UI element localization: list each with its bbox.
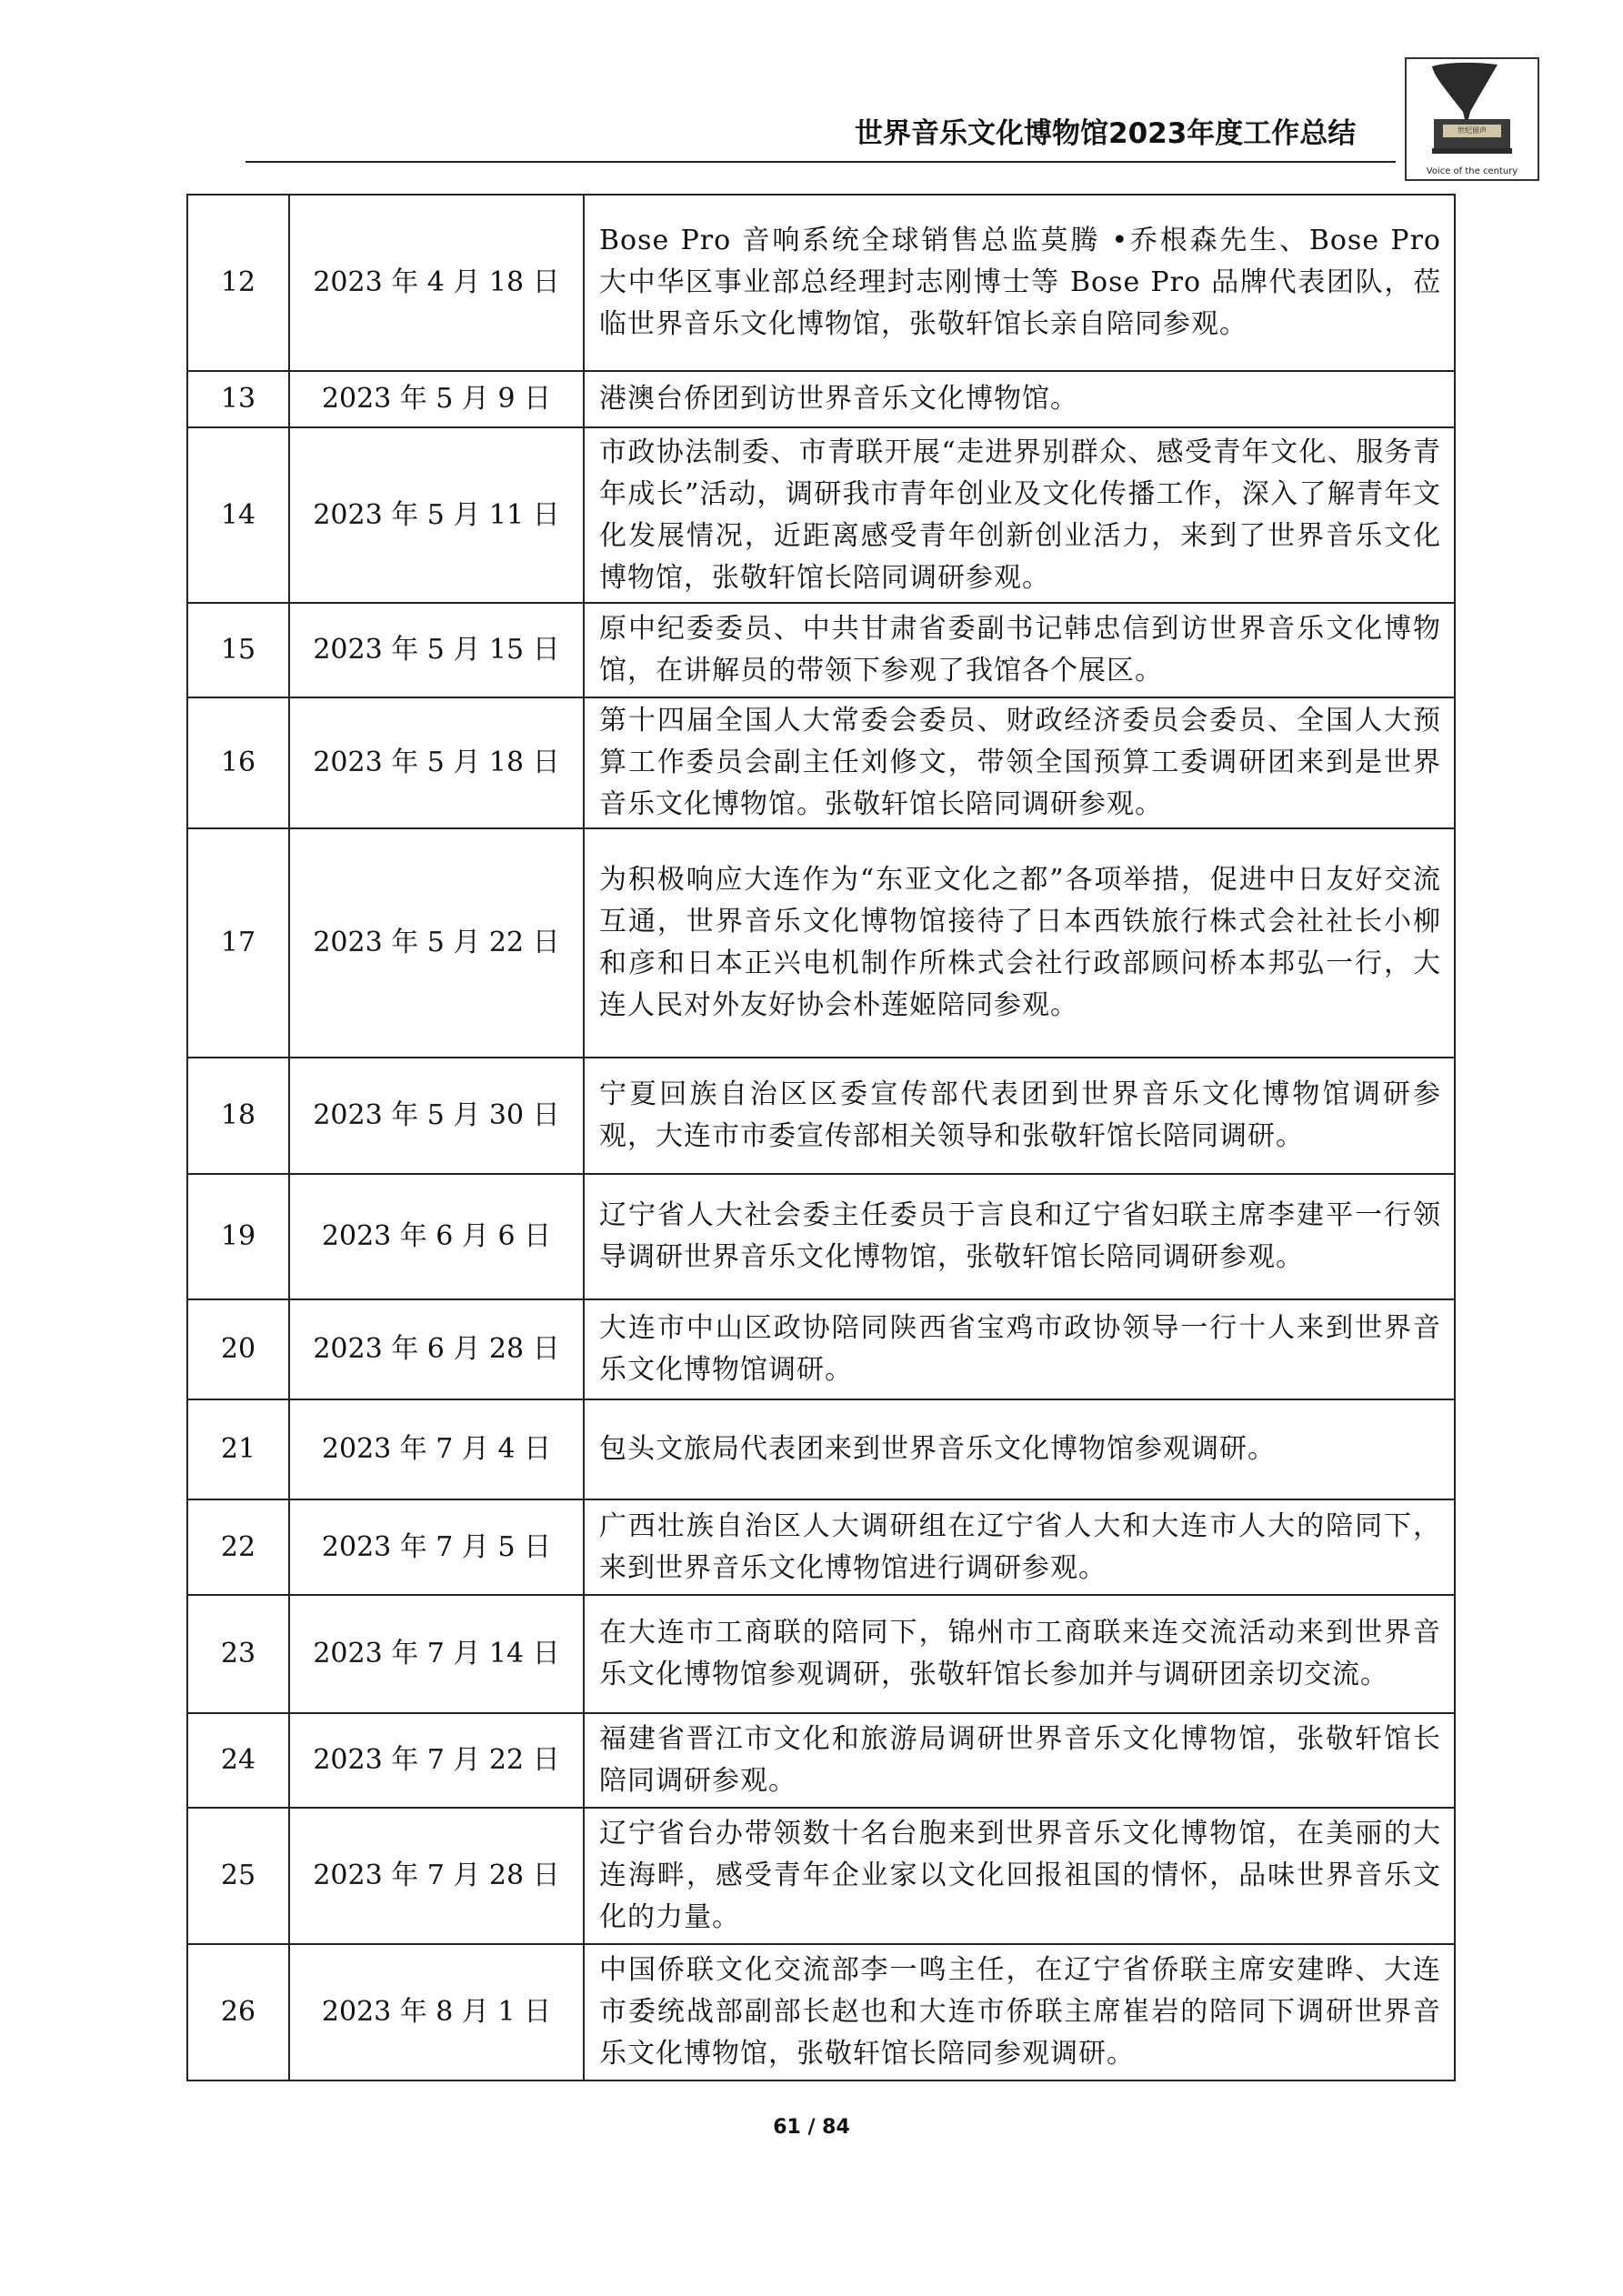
row-date-cell: 2023 年 8 月 1 日 xyxy=(289,1944,584,2080)
row-date-cell: 2023 年 5 月 11 日 xyxy=(289,427,584,603)
table-body xyxy=(187,195,1455,2080)
table-row xyxy=(187,697,1455,828)
table-row xyxy=(187,1595,1455,1713)
row-description-cell: 广西壮族自治区人大调研组在辽宁省人大和大连市人大的陪同下，来到世界音乐文化博物馆进行调研参观。 xyxy=(584,1499,1455,1595)
row-number-cell: 26 xyxy=(187,1944,289,2080)
row-number-cell: 16 xyxy=(187,697,289,828)
table-row xyxy=(187,371,1455,427)
row-date-cell: 2023 年 5 月 15 日 xyxy=(289,603,584,697)
gramophone-icon xyxy=(1407,59,1538,161)
row-description-cell: 大连市中山区政协陪同陕西省宝鸡市政协领导一行十人来到世界音乐文化博物馆调研。 xyxy=(584,1299,1455,1399)
row-date-cell: 2023 年 5 月 18 日 xyxy=(289,697,584,828)
row-number-cell: 18 xyxy=(187,1058,289,1174)
row-number-cell: 19 xyxy=(187,1174,289,1299)
row-description-cell: 市政协法制委、市青联开展“走进界别群众、感受青年文化、服务青年成长”活动，调研我市青年创业及文化传播工作，深入了解青年文化发展情况，近距离感受青年创新创业活力，来到了世界音乐文化博物馆，张敬轩馆长陪同调研参观。 xyxy=(584,427,1455,603)
header-divider xyxy=(245,161,1396,163)
visit-records-table xyxy=(186,194,1456,2081)
page-number: 61 / 84 xyxy=(773,2116,850,2139)
row-date-cell: 2023 年 7 月 14 日 xyxy=(289,1595,584,1713)
row-number-cell: 17 xyxy=(187,828,289,1058)
row-description-cell: Bose Pro 音响系统全球销售总监莫腾 •乔根森先生、Bose Pro 大中华区事业部总经理封志刚博士等 Bose Pro 品牌代表团队，莅临世界音乐文化博物馆，张敬轩馆长亲自陪同参观。 xyxy=(584,195,1455,371)
table-row xyxy=(187,603,1455,697)
table-row xyxy=(187,1399,1455,1499)
row-date-cell: 2023 年 6 月 28 日 xyxy=(289,1299,584,1399)
row-description-cell: 原中纪委委员、中共甘肃省委副书记韩忠信到访世界音乐文化博物馆，在讲解员的带领下参观了我馆各个展区。 xyxy=(584,603,1455,697)
row-description-cell: 辽宁省台办带领数十名台胞来到世界音乐文化博物馆，在美丽的大连海畔，感受青年企业家以文化回报祖国的情怀，品味世界音乐文化的力量。 xyxy=(584,1808,1455,1944)
table-row xyxy=(187,1174,1455,1299)
row-number-cell: 20 xyxy=(187,1299,289,1399)
row-description-cell: 第十四届全国人大常委会委员、财政经济委员会委员、全国人大预算工作委员会副主任刘修文，带领全国预算工委调研团来到是世界音乐文化博物馆。张敬轩馆长陪同调研参观。 xyxy=(584,697,1455,828)
row-date-cell: 2023 年 6 月 6 日 xyxy=(289,1174,584,1299)
row-description-cell: 宁夏回族自治区区委宣传部代表团到世界音乐文化博物馆调研参观，大连市市委宣传部相关领导和张敬轩馆长陪同调研。 xyxy=(584,1058,1455,1174)
row-number-cell: 15 xyxy=(187,603,289,697)
row-description-cell: 福建省晋江市文化和旅游局调研世界音乐文化博物馆，张敬轩馆长陪同调研参观。 xyxy=(584,1713,1455,1808)
row-number-cell: 14 xyxy=(187,427,289,603)
row-description-cell: 港澳台侨团到访世界音乐文化博物馆。 xyxy=(584,371,1455,427)
table-row xyxy=(187,1299,1455,1399)
row-date-cell: 2023 年 5 月 9 日 xyxy=(289,371,584,427)
row-number-cell: 24 xyxy=(187,1713,289,1808)
table-row xyxy=(187,1808,1455,1944)
row-number-cell: 12 xyxy=(187,195,289,371)
row-date-cell: 2023 年 5 月 22 日 xyxy=(289,828,584,1058)
table-row xyxy=(187,1944,1455,2080)
row-description-cell: 中国侨联文化交流部李一鸣主任，在辽宁省侨联主席安建晔、大连市委统战部副部长赵也和大连市侨联主席崔岩的陪同下调研世界音乐文化博物馆，张敬轩馆长陪同参观调研。 xyxy=(584,1944,1455,2080)
row-date-cell: 2023 年 7 月 5 日 xyxy=(289,1499,584,1595)
row-number-cell: 21 xyxy=(187,1399,289,1499)
row-date-cell: 2023 年 5 月 30 日 xyxy=(289,1058,584,1174)
logo-stamp-text: 世纪留声 xyxy=(1458,126,1487,135)
logo-caption: Voice of the century xyxy=(1426,166,1518,176)
table-row xyxy=(187,195,1455,371)
row-description-cell: 包头文旅局代表团来到世界音乐文化博物馆参观调研。 xyxy=(584,1399,1455,1499)
table-row xyxy=(187,828,1455,1058)
table-row xyxy=(187,1058,1455,1174)
page-header-title: 世界音乐文化博物馆2023年度工作总结 xyxy=(855,117,1357,150)
table-row xyxy=(187,427,1455,603)
row-description-cell: 在大连市工商联的陪同下，锦州市工商联来连交流活动来到世界音乐文化博物馆参观调研，张敬轩馆长参加并与调研团亲切交流。 xyxy=(584,1595,1455,1713)
row-description-cell: 为积极响应大连作为“东亚文化之都”各项举措，促进中日友好交流互通，世界音乐文化博物馆接待了日本西铁旅行株式会社社长小柳和彦和日本正兴电机制作所株式会社行政部顾问桥本邦弘一行，大连人民对外友好协会朴莲姬陪同参观。 xyxy=(584,828,1455,1058)
row-number-cell: 22 xyxy=(187,1499,289,1595)
row-date-cell: 2023 年 7 月 4 日 xyxy=(289,1399,584,1499)
row-date-cell: 2023 年 7 月 22 日 xyxy=(289,1713,584,1808)
row-number-cell: 13 xyxy=(187,371,289,427)
row-number-cell: 25 xyxy=(187,1808,289,1944)
row-number-cell: 23 xyxy=(187,1595,289,1713)
row-description-cell: 辽宁省人大社会委主任委员于言良和辽宁省妇联主席李建平一行领导调研世界音乐文化博物馆，张敬轩馆长陪同调研参观。 xyxy=(584,1174,1455,1299)
table-row xyxy=(187,1499,1455,1595)
row-date-cell: 2023 年 7 月 28 日 xyxy=(289,1808,584,1944)
row-date-cell: 2023 年 4 月 18 日 xyxy=(289,195,584,371)
table-row xyxy=(187,1713,1455,1808)
museum-logo xyxy=(1405,57,1539,181)
